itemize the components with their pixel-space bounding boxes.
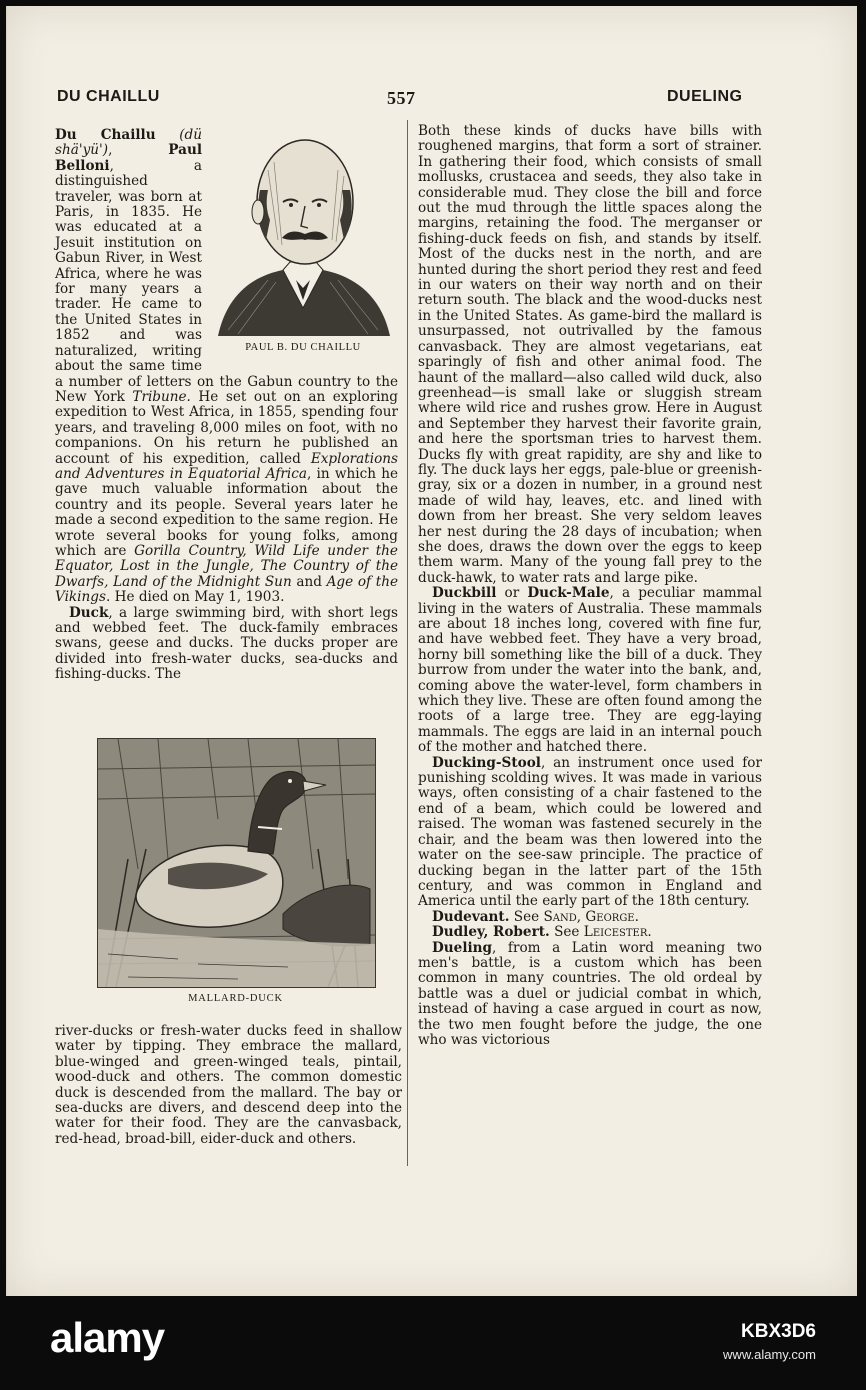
image-id: KBX3D6 xyxy=(741,1321,816,1342)
entry-dueling: Dueling, from a Latin word meaning two men's battle, is a custom which has been common in many countries. The old ordeal by battle was a duel or judicial combat in which, instead of having a case argued in court as now, the two men fought before the judge, the one who was victorious xyxy=(418,939,762,1048)
right-column xyxy=(418,124,762,1048)
headword-name: Paul Belloni xyxy=(55,142,202,174)
entry-ducking-stool: Ducking-Stool, an instrument once used for punishing scolding wives. It was made in various ways, often consisting of a chair fastened to the end of a beam, which could be lowered and raised. The woman was fastened securely in the chair, and the beam was then lowered into the water on the see-saw principle. The practice of ducking began in the latter part of the 15th century, and was common in England and America until the early part of the 18th century. xyxy=(418,754,762,910)
alamy-logo: alamy xyxy=(50,1314,165,1361)
entry-duck: Duck, a large swimming bird, with short legs and webbed feet. The duck-family embraces swans, geese and ducks. The ducks proper are divided into fresh-water ducks, sea-ducks and fishing-ducks. The xyxy=(55,604,398,683)
headword: Du Chaillu xyxy=(55,127,156,143)
mallard-duck-engraving-icon xyxy=(97,738,376,988)
headword: Duck xyxy=(69,604,109,621)
column-rule xyxy=(407,120,408,1166)
running-head-left: DU CHAILLU xyxy=(57,88,160,105)
pronunciation: (dü shä'yü') xyxy=(55,127,203,159)
entry-du-chaillu: Du Chaillu (dü shä'yü'), Paul Belloni, a distinguished traveler, was born at Paris, in 1835. He was educated at a Jesuit institution on Gabun River, in West Africa, where he was for many years a trader. He came to the United States in 1852 and was naturalized, writing about the same time a number of letters on the Gabun country to the New York Tribune. He set out on an exploring expedition to West Africa, in 1855, spending four years, and traveling 8,000 miles on foot, with no companions. On his return he published an account of his expedition, called Explorations and Adventures in Equatorial Africa, in which he gave much valuable information about the country and its people. Several years later he made a second expedition to the same region. He wrote several books for young folks, among which are Gorilla Country, Wild Life under the Equator, Lost in the Jungle, The Country of the Dwarfs, Land of the Midnight Sun and Age of the Vikings. He died on May 1, 1903. xyxy=(55,127,398,606)
entry-dudley: Dudley, Robert. See Leicester. xyxy=(432,924,652,941)
site-url: www.alamy.com xyxy=(723,1347,816,1362)
entry-duckbill: Duckbill or Duck-Male, a peculiar mammal living in the waters of Australia. These mammals are about 18 inches long, covered with fine fur, and have webbed feet. They have a very broad, horny bill something like the bill of a duck. They burrow from under the water into the bank, and, coming above the water-level, form chambers in which they live. These are often found among the roots of a large tree. They are egg-laying mammals. The eggs are laid in an internal pouch of the mother and hatched there. xyxy=(418,585,763,756)
left-column-upper xyxy=(55,128,398,683)
entry-dudevant: Dudevant. See Sand, George. xyxy=(432,908,639,925)
entry-duck-continued: river-ducks or fresh-water ducks feed in shallow water by tipping. They embrace the mallard, blue-winged and green-winged teals, pintail, wood-duck and others. The common domestic duck is descended from the mallard. The bay or sea-ducks are divers, and descend deep into the water for their food. They are the canvasback, red-head, broad-bill, eider-duck and others. xyxy=(55,1023,402,1147)
portrait-caption: PAUL B. DU CHAILLU xyxy=(245,342,361,353)
running-head-right: DUELING xyxy=(667,88,743,105)
entry-duck-continued-2: Both these kinds of ducks have bills with roughened margins, that form a sort of strainer. In gathering their food, which consists of small mollusks, crustacea and seeds, they also take in considerable mud. They close the bill and force out the mud through the little spaces along the margins, retaining the food. The merganser or fishing-duck feeds on fish, and stands by itself. Most of the ducks nest in the north, and are hunted during the short period they rest and feed in our waters on their way north and on their return south. The black and the wood-ducks nest in the United States. As game-bird the mallard is unsurpassed, not outrivalled by the famous canvasback. They are almost vegetarians, eat sparingly of fish and other animal food. The haunt of the mallard—also called wild duck, also greenhead—is small lake or sluggish stream where wild rice and rushes grow. Here in August and September they harvest their favorite grain, and here the sportsman tries to harvest them. Ducks fly with great rapidity, are shy and like to fly. The duck lays her eggs, pale-blue or greenish-gray, six or a dozen in number, in a ground nest made of wild hay, leaves, etc. and lined with down from her breast. She very seldom leaves her nest during the 28 days of incubation; when she does, draws the down over the eggs to keep them warm. Many of the young fall prey to the duck-hawk, to water rats and large pike. xyxy=(418,123,762,586)
left-column-lower xyxy=(55,1024,402,1147)
portrait-figure xyxy=(208,130,398,368)
portrait-engraving-icon xyxy=(208,130,398,336)
duck-caption: MALLARD-DUCK xyxy=(188,993,283,1004)
page-number: 557 xyxy=(387,88,416,108)
